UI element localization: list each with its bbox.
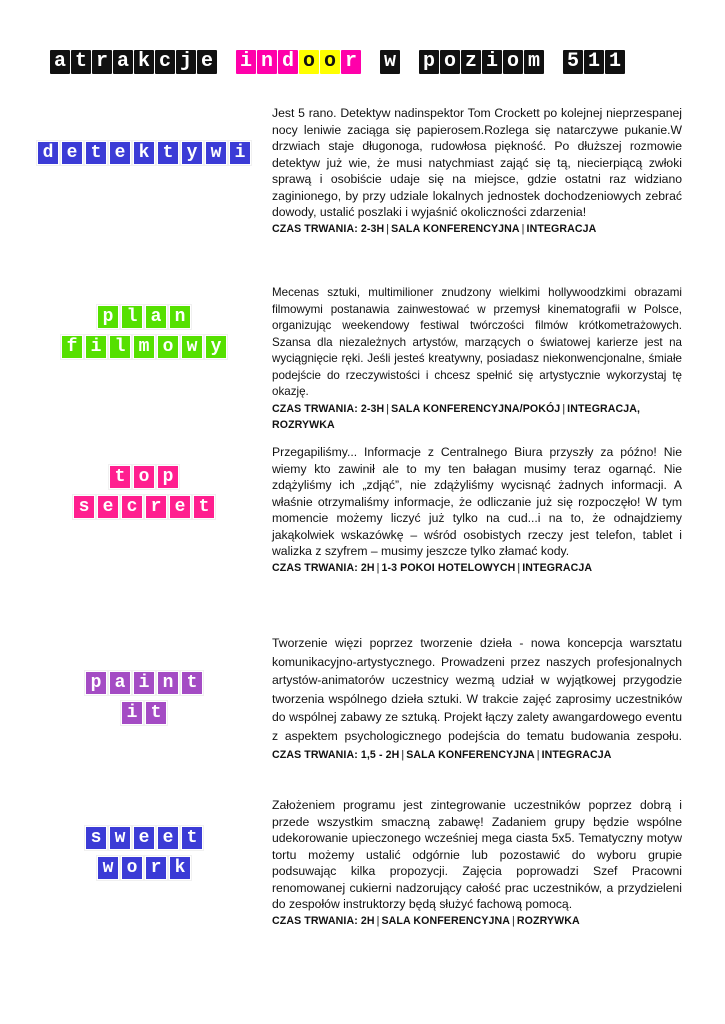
logo-letter-tile: l	[109, 335, 131, 359]
logo-line	[109, 465, 181, 489]
logo-letter-tile: i	[229, 141, 251, 165]
logo-letter-tile: p	[97, 305, 119, 329]
meta-category: ROZRYWKA	[516, 914, 580, 927]
logo-line	[85, 826, 205, 850]
title-letter-tile: 1	[605, 50, 625, 74]
title-letter-tile: m	[524, 50, 544, 74]
section-description	[272, 285, 682, 434]
logo-letter-tile: s	[73, 495, 95, 519]
logo-letter-tile: e	[61, 141, 83, 165]
logo-line	[121, 701, 169, 725]
logo-letter-tile: r	[145, 856, 167, 880]
logo-letter-tile: m	[133, 335, 155, 359]
section-paragraph: Jest 5 rano. Detektyw nadinspektor Tom Crockett po kolejnej nieprzespanej nocy leniwie zaciąga się papierosem.Rozlega się natarczywe pukanie.W drzwiach staje długonoga, rudowłosa piękność. Po dłuższej rozmowie detektyw już wie, że musi natychmiast zająć się tą, niecierpiącą zwłoki sprawą i osobiście udaje się na miejsce, gdzie ostatni raz widziano zaginionego, by przy udziale lokalnych jednostek dochodzeniowych zebrać dowody, ustalić poszlaki i wyjaśnić okoliczności zdarzenia!	[272, 106, 682, 219]
title-letter-tile: i	[236, 50, 256, 74]
title-letter-tile: r	[341, 50, 361, 74]
meta-venue: SALA KONFERENCYJNA/POKÓJ	[391, 402, 561, 415]
meta-venue: SALA KONFERENCYJNA	[391, 222, 520, 235]
logo-letter-tile: o	[157, 335, 179, 359]
logo-letter-tile: a	[145, 305, 167, 329]
title-letter-tile: d	[278, 50, 298, 74]
logo-letter-tile: e	[97, 495, 119, 519]
title-letter-tile: a	[113, 50, 133, 74]
meta-duration: CZAS TRWANIA: 2H	[272, 561, 375, 574]
title-letter-tile: n	[257, 50, 277, 74]
section-meta: CZAS TRWANIA: 2-3H | SALA KONFERENCYJNA | INTEGRACJA	[272, 222, 597, 235]
logo-letter-tile: t	[109, 465, 131, 489]
section-logo	[55, 668, 235, 728]
section-paragraph: Założeniem programu jest zintegrowanie uczestników poprzez dobrą i przede wszystkim smaczną zabawę! Zadaniem grupy będzie wspólne udekorowanie upieczonego wcześniej mega ciasta 5x5. Tematyczny motyw tortu możemy ustalić odgórnie lub pozostawić do wyboru grupie podsuwając kilka propozycji. Zajęcia poprowadzi Szef Pracowni renomowanej cukierni nadzorujący całość prac uczestników, a przydzieleni do zespołów instruktorzy będą służyć fachową pomocą.	[272, 798, 682, 911]
meta-venue: 1-3 POKOI HOTELOWYCH	[381, 561, 516, 574]
logo-letter-tile: o	[121, 856, 143, 880]
logo-letter-tile: t	[181, 671, 203, 695]
meta-duration: CZAS TRWANIA: 1,5 - 2H	[272, 749, 400, 761]
section-description	[272, 634, 682, 765]
section-logo	[55, 302, 235, 362]
title-letter-tile: j	[176, 50, 196, 74]
logo-letter-tile: l	[121, 305, 143, 329]
title-letter-tile: t	[71, 50, 91, 74]
logo-letter-tile: w	[109, 826, 131, 850]
meta-category: INTEGRACJA	[526, 222, 597, 235]
title-letter-tile: o	[320, 50, 340, 74]
title-letter-tile: k	[134, 50, 154, 74]
section-paragraph: Przegapiliśmy... Informacje z Centralnego Biura przyszły za późno! Nie wiemy kto zawinił ale to my ten bałagan musimy teraz ogarnąć. Nie zdążyliśmy ich „zdjąć”, nie zdążyliśmy wycisnąć żadnych informacji. A właśnie otrzymaliśmy informacje, że odliczanie już się rozpoczęło! W tym momencie możemy liczyć już tylko na cud...i na to, że odnajdziemy jakąkolwiek wskazówkę – wśród osobistych rzeczy jest telefon, tablet i walizka z szyfrem – musimy jeszcze tylko złamać kody.	[272, 445, 682, 558]
logo-letter-tile: w	[97, 856, 119, 880]
logo-letter-tile: i	[133, 671, 155, 695]
section-description	[272, 797, 682, 929]
meta-category: INTEGRACJA, ROZRYWKA	[272, 402, 641, 431]
page-title	[50, 50, 626, 74]
title-word	[380, 50, 401, 74]
title-letter-tile: o	[299, 50, 319, 74]
section-meta: CZAS TRWANIA: 2H | 1-3 POKOI HOTELOWYCH | INTEGRACJA	[272, 561, 593, 574]
meta-duration: CZAS TRWANIA: 2-3H	[272, 402, 385, 415]
logo-letter-tile: k	[169, 856, 191, 880]
title-letter-tile: w	[380, 50, 400, 74]
logo-letter-tile: d	[37, 141, 59, 165]
section-meta: CZAS TRWANIA: 2H | SALA KONFERENCYJNA | ROZRYWKA	[272, 914, 580, 927]
section-meta: CZAS TRWANIA: 2-3H | SALA KONFERENCYJNA/POKÓJ | INTEGRACJA, ROZRYWKA	[272, 402, 641, 431]
logo-letter-tile: y	[205, 335, 227, 359]
logo-letter-tile: t	[157, 141, 179, 165]
section-meta: CZAS TRWANIA: 1,5 - 2H | SALA KONFERENCYJNA | INTEGRACJA	[272, 749, 612, 761]
title-letter-tile: a	[50, 50, 70, 74]
logo-letter-tile: e	[169, 495, 191, 519]
logo-letter-tile: i	[121, 701, 143, 725]
logo-letter-tile: t	[145, 701, 167, 725]
logo-line	[97, 856, 193, 880]
title-letter-tile: e	[197, 50, 217, 74]
meta-category: INTEGRACJA	[522, 561, 593, 574]
logo-letter-tile: p	[157, 465, 179, 489]
logo-letter-tile: i	[85, 335, 107, 359]
meta-duration: CZAS TRWANIA: 2H	[272, 914, 375, 927]
logo-letter-tile: c	[121, 495, 143, 519]
logo-letter-tile: n	[157, 671, 179, 695]
logo-line	[85, 671, 205, 695]
title-word	[236, 50, 362, 74]
title-word	[419, 50, 545, 74]
title-letter-tile: r	[92, 50, 112, 74]
meta-venue: SALA KONFERENCYJNA	[406, 749, 535, 761]
logo-letter-tile: t	[181, 826, 203, 850]
logo-letter-tile: t	[85, 141, 107, 165]
meta-duration: CZAS TRWANIA: 2-3H	[272, 222, 385, 235]
logo-letter-tile: o	[133, 465, 155, 489]
logo-line	[61, 335, 229, 359]
title-letter-tile: 1	[584, 50, 604, 74]
section-description	[272, 444, 682, 576]
section-paragraph: Tworzenie więzi poprzez tworzenie dzieła - nowa koncepcja warsztatu komunikacyjno-artystycznego. Prowadzeni przez naszych profesjonalnych artystów-animatorów uczestnicy wezmą udział w wyjątkowej przygodzie tworzenia wspólnego dzieła sztuki. W trakcie zajęć zaprosimy uczestników do wspólnej zabawy ze sztuką. Projekt łączy zalety awangardowego eventu z aspektem psychologicznego podejścia do tematu budowania zespołu.	[272, 636, 682, 743]
logo-letter-tile: r	[145, 495, 167, 519]
section-paragraph: Mecenas sztuki, multimilioner znudzony wielkimi hollywoodzkimi obrazami filmowymi postanawia zainwestować w przemysł kinematografii w Polsce, organizując weekendowy festiwal twórczości filmów krótkometrażowych. Szansa dla niezależnych artystów, marzących o światowej karierze jest na wyciągnięcie ręki. Jeśli jesteś kreatywny, posiadasz niekonwencjonalne, śmiałe podejście do rzeczywistości i chcesz spełnić się artystycznie wykorzystaj tę okazję.	[272, 286, 682, 398]
logo-letter-tile: e	[133, 826, 155, 850]
title-letter-tile: p	[419, 50, 439, 74]
title-letter-tile: i	[482, 50, 502, 74]
title-letter-tile: o	[503, 50, 523, 74]
meta-venue: SALA KONFERENCYJNA	[381, 914, 511, 927]
logo-letter-tile: w	[205, 141, 227, 165]
logo-letter-tile: w	[181, 335, 203, 359]
logo-letter-tile: k	[133, 141, 155, 165]
title-letter-tile: c	[155, 50, 175, 74]
section-logo	[55, 462, 235, 522]
logo-letter-tile: e	[157, 826, 179, 850]
logo-letter-tile: n	[169, 305, 191, 329]
logo-letter-tile: t	[193, 495, 215, 519]
logo-line	[97, 305, 193, 329]
title-word	[50, 50, 218, 74]
logo-line	[37, 141, 253, 165]
logo-letter-tile: e	[109, 141, 131, 165]
logo-letter-tile: a	[109, 671, 131, 695]
logo-letter-tile: p	[85, 671, 107, 695]
title-word	[563, 50, 626, 74]
title-letter-tile: o	[440, 50, 460, 74]
logo-letter-tile: s	[85, 826, 107, 850]
title-letter-tile: z	[461, 50, 481, 74]
title-letter-tile: 5	[563, 50, 583, 74]
logo-line	[73, 495, 217, 519]
logo-letter-tile: f	[61, 335, 83, 359]
section-logo	[55, 823, 235, 883]
logo-letter-tile: y	[181, 141, 203, 165]
section-description	[272, 105, 682, 237]
meta-category: INTEGRACJA	[541, 749, 612, 761]
section-logo	[42, 138, 246, 168]
